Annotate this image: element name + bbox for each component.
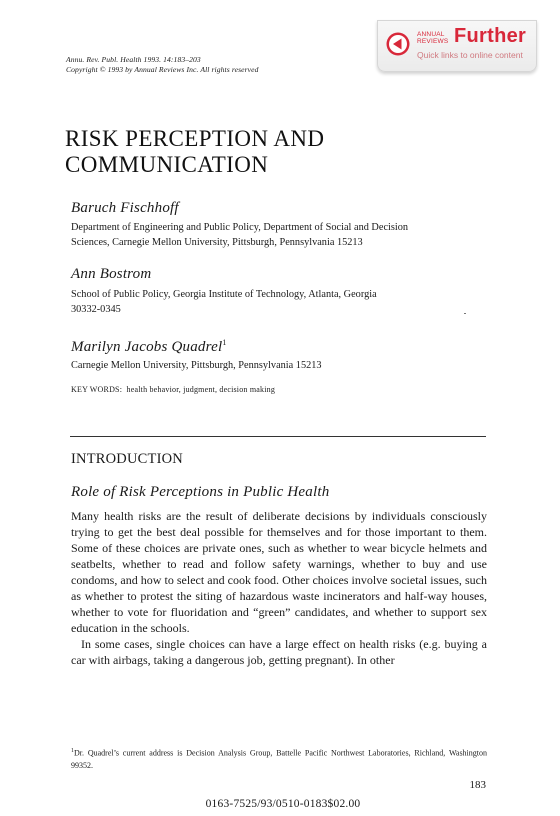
play-arrow-icon <box>386 32 410 56</box>
paragraph: Many health risks are the result of deliberate decisions by individuals consciously trying to get the best deal possible for themselves and for those important to them. Some of these choices are private ones, such as whether to wear bicycle helmets and seatbelts, whether to read and follow safety warnings, whether to buy and use condoms, and how to select and cook food. Other choices involve societal issues, such as whether to protest the siting of hazardous waste incinerators and half-way houses, whether to vote for fluoridation and “green” candidates, and whether to support sex education in the schools. <box>71 509 487 635</box>
page-number: 183 <box>469 779 486 791</box>
author-name: Baruch Fischhoff <box>71 200 179 216</box>
further-badge[interactable] <box>377 20 537 72</box>
author-name: Marilyn Jacobs Quadrel$^1$ <box>71 338 227 355</box>
section-heading: INTRODUCTION <box>71 451 183 467</box>
paragraph: In some cases, single choices can have a large effect on health risks (e.g. buying a car with airbags, taking a dangerous job, getting pregnant). In other <box>71 637 487 667</box>
author-affiliation: School of Public Policy, Georgia Institute of Technology, Atlanta, Georgia 30332-0345 <box>71 289 377 315</box>
issn-line: 0163-7525/93/0510-0183$02.00 <box>205 798 361 810</box>
badge-subtitle: Quick links to online content <box>417 50 523 60</box>
section-divider <box>70 436 486 437</box>
subsection-heading: Role of Risk Perceptions in Public Health <box>71 484 330 500</box>
scan-speck <box>464 313 466 314</box>
author-name: Ann Bostrom <box>71 266 152 282</box>
author-affiliation: Department of Engineering and Public Policy, Department of Social and Decision Sciences, Carnegie Mellon University, Pittsburgh, Pennsylvania 15213 <box>71 222 409 248</box>
journal-citation: Annu. Rev. Publ. Health 1993. 14:183–203 <box>66 55 201 64</box>
copyright-line: Copyright © 1993 by Annual Reviews Inc. All rights reserved <box>66 65 259 74</box>
badge-further-label: Further <box>454 25 527 47</box>
body-text <box>71 508 487 668</box>
author-affiliation: Carnegie Mellon University, Pittsburgh, Pennsylvania 15213 <box>71 360 322 371</box>
footnote: $^1$Dr. Quadrel’s current address is Decision Analysis Group, Battelle Pacific Northwest Laboratories, Richland, Washington 99352. <box>71 748 487 770</box>
article-title: RISK PERCEPTION AND COMMUNICATION <box>65 126 325 177</box>
key-words: KEY WORDS: health behavior, judgment, decision making <box>71 385 276 394</box>
badge-annual-reviews: ANNUAL REVIEWS <box>417 31 449 45</box>
